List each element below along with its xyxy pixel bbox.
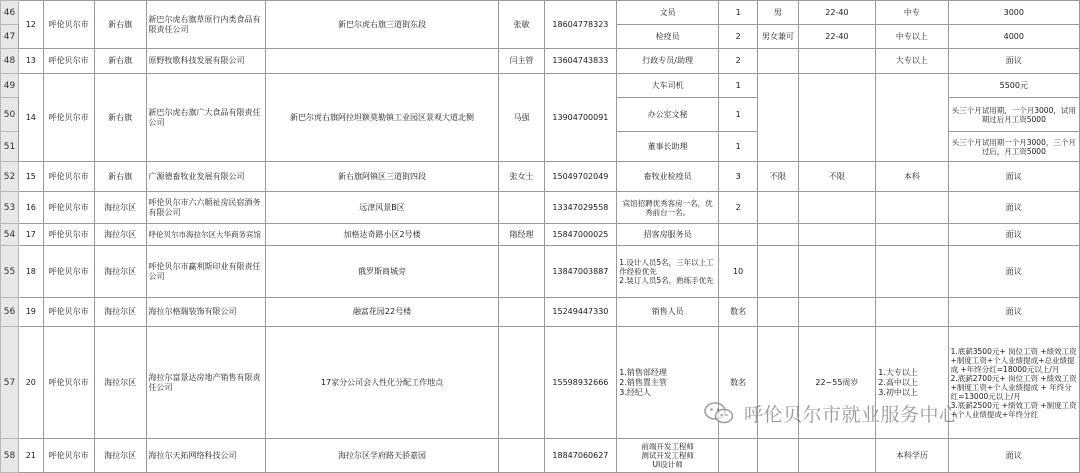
gender-cell[interactable] (758, 246, 798, 298)
age-cell[interactable]: 22~55周岁 (798, 327, 876, 439)
phone-cell[interactable]: 15847000025 (544, 224, 617, 246)
age-cell[interactable]: 22-40 (798, 25, 876, 49)
table-row (1, 1, 1080, 25)
address-cell[interactable]: 俄罗斯商城旁 (265, 246, 499, 298)
count-cell[interactable] (718, 224, 757, 246)
contact-cell[interactable]: 隋经理 (499, 224, 544, 246)
company-cell[interactable]: 新巴尔虎右旗广大食品有限责任公司 (146, 74, 265, 162)
table-row (1, 224, 1080, 246)
salary-cell[interactable]: 3000 (948, 1, 1079, 25)
watermark (704, 398, 959, 428)
district-cell[interactable]: 海拉尔区 (94, 327, 146, 439)
address-cell[interactable]: 海拉尔区学府路天骄嘉园 (265, 439, 499, 473)
company-cell[interactable]: 海拉尔天拓网络科技公司 (146, 439, 265, 473)
table-row (1, 49, 1080, 74)
city-cell[interactable]: 呼伦贝尔市 (43, 298, 94, 327)
row-header[interactable]: 48 (1, 49, 19, 74)
count-cell[interactable]: 2 (718, 192, 757, 224)
position-cell[interactable]: 董事长助理 (617, 132, 719, 162)
education-cell[interactable] (876, 224, 948, 246)
count-cell[interactable]: 1 (718, 1, 757, 25)
district-cell[interactable]: 新右旗 (94, 49, 146, 74)
phone-cell[interactable]: 15598932666 (544, 327, 617, 439)
gender-cell[interactable] (758, 439, 798, 473)
city-cell[interactable]: 呼伦贝尔市 (43, 49, 94, 74)
salary-cell[interactable]: 面议 (948, 162, 1079, 192)
watermark-text: 呼伦贝尔市就业服务中心 (744, 403, 959, 426)
age-cell[interactable] (798, 246, 876, 298)
age-cell[interactable] (798, 298, 876, 327)
serial-cell[interactable]: 18 (18, 246, 43, 298)
salary-cell[interactable]: 面议 (948, 49, 1079, 74)
city-cell[interactable]: 呼伦贝尔市 (43, 74, 94, 162)
address-cell[interactable]: 17家分公司会人性化分配工作地点 (265, 327, 499, 439)
position-cell[interactable]: 文员 (617, 1, 719, 25)
position-cell[interactable]: 行政专员/助理 (617, 49, 719, 74)
contact-cell[interactable] (499, 298, 544, 327)
position-cell[interactable]: 大车司机 (617, 74, 719, 98)
city-cell[interactable]: 呼伦贝尔市 (43, 192, 94, 224)
gender-cell[interactable] (758, 192, 798, 224)
table-row (1, 246, 1080, 298)
district-cell[interactable]: 海拉尔区 (94, 224, 146, 246)
salary-cell[interactable]: 面议 (948, 224, 1079, 246)
salary-cell[interactable]: 4000 (948, 25, 1079, 49)
salary-cell[interactable]: 面议 (948, 298, 1079, 327)
education-cell[interactable]: 1.大专以上 2.高中以上 3.初中以上 (876, 327, 948, 439)
gender-cell[interactable] (758, 49, 798, 74)
district-cell[interactable]: 海拉尔区 (94, 439, 146, 473)
city-cell[interactable]: 呼伦贝尔市 (43, 246, 94, 298)
table-row (1, 298, 1080, 327)
age-cell[interactable] (798, 439, 876, 473)
row-header[interactable]: 58 (1, 439, 19, 473)
count-cell[interactable]: 3 (718, 162, 757, 192)
row-header[interactable]: 50 (1, 98, 19, 132)
serial-cell[interactable]: 13 (18, 49, 43, 74)
age-cell[interactable] (798, 74, 876, 162)
count-cell[interactable]: 1 (718, 132, 757, 162)
gender-cell[interactable]: 男女兼可 (758, 25, 798, 49)
education-cell[interactable] (876, 74, 948, 162)
row-header[interactable]: 54 (1, 224, 19, 246)
district-cell[interactable]: 海拉尔区 (94, 192, 146, 224)
row-header[interactable]: 49 (1, 74, 19, 98)
salary-cell[interactable]: 面议 (948, 439, 1079, 473)
serial-cell[interactable]: 14 (18, 74, 43, 162)
salary-cell[interactable]: 头三个月试用期，一个月3000，试用期过后月工资5000 (948, 98, 1079, 132)
position-cell[interactable]: 前端开发工程师 测试开发工程师 UI设计师 (617, 439, 719, 473)
phone-cell[interactable]: 13347029558 (544, 192, 617, 224)
row-header[interactable]: 56 (1, 298, 19, 327)
company-cell[interactable]: 广源德畜牧业发展有限公司 (146, 162, 265, 192)
table-row (1, 192, 1080, 224)
education-cell[interactable]: 中专 (876, 1, 948, 25)
city-cell[interactable]: 呼伦贝尔市 (43, 162, 94, 192)
position-cell[interactable]: 招客房服务员 (617, 224, 719, 246)
address-cell[interactable]: 融富花园22号楼 (265, 298, 499, 327)
address-cell[interactable] (265, 49, 499, 74)
contact-cell[interactable]: 马强 (499, 74, 544, 162)
position-cell[interactable]: 1.设计人员5名，三年以上工作经验优先 2.装订人员5名，熟练手优先 (617, 246, 719, 298)
contact-cell[interactable]: 闫主管 (499, 49, 544, 74)
phone-cell[interactable]: 18604778323 (544, 1, 617, 49)
count-cell[interactable]: 10 (718, 246, 757, 298)
serial-cell[interactable]: 16 (18, 192, 43, 224)
count-cell[interactable]: 数名 (718, 327, 757, 439)
serial-cell[interactable]: 15 (18, 162, 43, 192)
gender-cell[interactable] (758, 74, 798, 162)
position-cell[interactable]: 畜牧业检疫员 (617, 162, 719, 192)
row-header[interactable]: 53 (1, 192, 19, 224)
contact-cell[interactable] (499, 327, 544, 439)
serial-cell[interactable]: 19 (18, 298, 43, 327)
position-cell[interactable]: 检疫员 (617, 25, 719, 49)
position-cell[interactable]: 宾馆招聘优秀客房一名，优秀前台一名。 (617, 192, 719, 224)
salary-cell[interactable]: 面议 (948, 246, 1079, 298)
education-cell[interactable]: 中专以上 (876, 25, 948, 49)
position-cell[interactable]: 办公室文秘 (617, 98, 719, 132)
phone-cell[interactable]: 15249447330 (544, 298, 617, 327)
address-cell[interactable]: 新巴尔虎右旗三道街东段 (265, 1, 499, 49)
city-cell[interactable]: 呼伦贝尔市 (43, 224, 94, 246)
row-header[interactable]: 46 (1, 1, 19, 25)
salary-cell[interactable]: 1.底薪3500元+ 岗位工资 +绩效工资 +制度工资+个人业绩提成+总业绩提成 +年终分红=18000元以上/月 2.底薪2700元+ 岗位工资 +绩效工资 +制度工资+个人业绩提成 + 年终分红=13000元以上/月 3.底薪2500元 +绩效工资 +制度工资+个人业绩提成+年终分红 (948, 327, 1079, 439)
education-cell[interactable]: 大专以上 (876, 49, 948, 74)
row-header[interactable]: 55 (1, 246, 19, 298)
phone-cell[interactable]: 18847060627 (544, 439, 617, 473)
serial-cell[interactable]: 20 (18, 327, 43, 439)
district-cell[interactable]: 新右旗 (94, 1, 146, 49)
serial-cell[interactable]: 21 (18, 439, 43, 473)
address-cell[interactable]: 加格达奇路小区2号楼 (265, 224, 499, 246)
phone-cell[interactable]: 15049702049 (544, 162, 617, 192)
table-row (1, 162, 1080, 192)
salary-cell[interactable]: 面议 (948, 192, 1079, 224)
contact-cell[interactable]: 张敏 (499, 1, 544, 49)
phone-cell[interactable]: 13847003887 (544, 246, 617, 298)
education-cell[interactable] (876, 192, 948, 224)
contact-cell[interactable] (499, 246, 544, 298)
count-cell[interactable] (718, 439, 757, 473)
gender-cell[interactable] (758, 298, 798, 327)
position-cell[interactable]: 销售人员 (617, 298, 719, 327)
age-cell[interactable] (798, 49, 876, 74)
company-cell[interactable]: 海拉尔格瑞装饰有限公司 (146, 298, 265, 327)
count-cell[interactable]: 1 (718, 98, 757, 132)
education-cell[interactable]: 本科学历 (876, 439, 948, 473)
district-cell[interactable]: 新右旗 (94, 74, 146, 162)
wechat-icon (704, 401, 734, 425)
city-cell[interactable]: 呼伦贝尔市 (43, 439, 94, 473)
serial-cell[interactable]: 12 (18, 1, 43, 49)
gender-cell[interactable] (758, 224, 798, 246)
row-header[interactable]: 52 (1, 162, 19, 192)
gender-cell[interactable]: 男 (758, 1, 798, 25)
contact-cell[interactable] (499, 192, 544, 224)
city-cell[interactable]: 呼伦贝尔市 (43, 327, 94, 439)
age-cell[interactable] (798, 192, 876, 224)
salary-cell[interactable]: 5500元 (948, 74, 1079, 98)
company-cell[interactable]: 呼伦贝尔市六六顺祉房民宿酒务有限公司 (146, 192, 265, 224)
age-cell[interactable] (798, 224, 876, 246)
address-cell[interactable]: 新右旗阿镇区三道街四段 (265, 162, 499, 192)
address-cell[interactable]: 远津风景B区 (265, 192, 499, 224)
district-cell[interactable]: 海拉尔区 (94, 246, 146, 298)
district-cell[interactable]: 海拉尔区 (94, 298, 146, 327)
contact-cell[interactable]: 张女士 (499, 162, 544, 192)
row-header[interactable]: 47 (1, 25, 19, 49)
count-cell[interactable]: 2 (718, 25, 757, 49)
row-header[interactable]: 51 (1, 132, 19, 162)
education-cell[interactable] (876, 246, 948, 298)
table-row (1, 74, 1080, 98)
row-header[interactable]: 57 (1, 327, 19, 439)
company-cell[interactable]: 呼伦贝尔市海拉尔区大华商务宾馆 (146, 224, 265, 246)
age-cell[interactable]: 不限 (798, 162, 876, 192)
age-cell[interactable]: 22-40 (798, 1, 876, 25)
salary-cell[interactable]: 头三个月试用期一个月3000，三个月过后，月工资5000 (948, 132, 1079, 162)
count-cell[interactable]: 2 (718, 49, 757, 74)
city-cell[interactable]: 呼伦贝尔市 (43, 1, 94, 49)
company-cell[interactable]: 新巴尔虎右旗草原行内类食品有限责任公司 (146, 1, 265, 49)
company-cell[interactable]: 原野牧歌科技发展有限公司 (146, 49, 265, 74)
phone-cell[interactable]: 13604743833 (544, 49, 617, 74)
phone-cell[interactable]: 13904700091 (544, 74, 617, 162)
company-cell[interactable]: 呼伦贝尔市赢利斯印业有限责任公司 (146, 246, 265, 298)
address-cell[interactable]: 新巴尔虎右旗阿拉坦额莫勒镇工业园区景观大道北侧 (265, 74, 499, 162)
education-cell[interactable] (876, 298, 948, 327)
serial-cell[interactable]: 17 (18, 224, 43, 246)
gender-cell[interactable]: 不限 (758, 162, 798, 192)
count-cell[interactable]: 1 (718, 74, 757, 98)
education-cell[interactable]: 本科 (876, 162, 948, 192)
count-cell[interactable]: 数名 (718, 298, 757, 327)
position-cell[interactable]: 1.销售部经理 2.销售置主管 3.经纪人 (617, 327, 719, 439)
contact-cell[interactable] (499, 439, 544, 473)
table-row (1, 439, 1080, 473)
district-cell[interactable]: 新右旗 (94, 162, 146, 192)
company-cell[interactable]: 海拉尔富景达房地产销售有限责任公司 (146, 327, 265, 439)
